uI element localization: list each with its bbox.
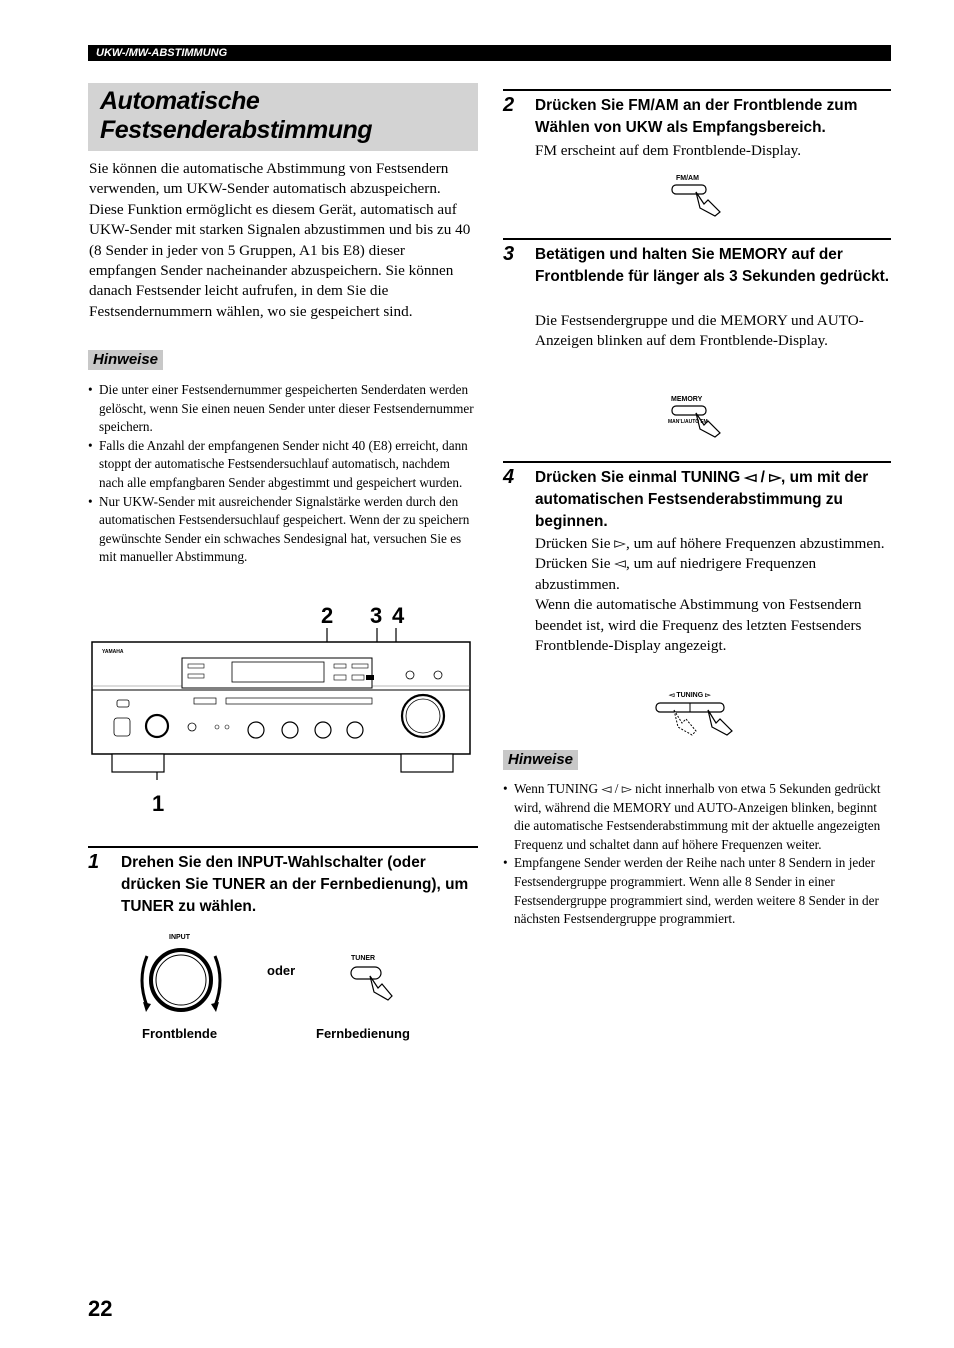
step-1-heading: Drehen Sie den INPUT-Wahlschalter (oder drücken Sie TUNER an der Fernbedienung), um TUNER zu wählen. bbox=[121, 854, 469, 915]
memory-sublabel: MAN'L/AUTO FM bbox=[668, 419, 708, 425]
note-item: • Falls die Anzahl der empfangenen Sender nicht 40 (E8) erreicht, dann stoppt der automatische Festsendersuchlauf automatisch, nachdem nach alle empfangbaren Sender abgestimmt und gespeichert wurden. bbox=[88, 437, 478, 493]
step-4-rule bbox=[503, 461, 891, 463]
step-2-rule bbox=[503, 89, 891, 91]
title-line-2: Festsenderabstimmung bbox=[100, 116, 373, 144]
notes-tag: Hinweise bbox=[503, 750, 578, 770]
fmam-button-icon bbox=[668, 182, 728, 218]
notes-label-left bbox=[88, 350, 163, 370]
callout-2: 2 bbox=[321, 603, 334, 628]
title-box bbox=[88, 83, 478, 151]
brand-logo: YAMAHA bbox=[102, 649, 124, 655]
note-item: • Nur UKW-Sender mit ausreichender Signalstärke werden durch den automatischen Festsendersuchlauf gespeichert. Wenn der zu speichern gewünschte Sender ein schwaches Sendesignal hat, versuchen Sie es mit manueller Abstimmung. bbox=[88, 493, 478, 567]
step-3-number: 3 bbox=[503, 243, 515, 265]
step-3-rule bbox=[503, 238, 891, 240]
title-line-1: Automatische bbox=[100, 87, 260, 115]
tuning-buttons-icon bbox=[652, 699, 742, 739]
tuner-label: TUNER bbox=[351, 955, 376, 962]
tuning-label: ◅ TUNING ▻ bbox=[669, 692, 711, 699]
callout-1: 1 bbox=[152, 791, 165, 816]
notes-list-left bbox=[88, 381, 478, 567]
section-header: UKW-/MW-ABSTIMMUNG bbox=[88, 45, 891, 61]
notes-label-right bbox=[503, 750, 578, 770]
step-4-body-2: Drücken Sie ◅, um auf niedrigere Frequenzen abzustimmen. bbox=[535, 555, 817, 593]
notes-list-right bbox=[503, 780, 891, 929]
tuner-button-icon bbox=[348, 962, 400, 1002]
step-1-rule bbox=[88, 846, 478, 848]
note-item: • Wenn TUNING ◅ / ▻ nicht innerhalb von etwa 5 Sekunden gedrückt wird, während die MEMORY und AUTO-Anzeigen blinken, beginnt die automatische Festsenderabstimmung mit der aktuelle angezeigten Frequenz und schaltet dann auf höhere Frequenzen weiter. bbox=[503, 780, 891, 854]
step-4-body-1: Drücken Sie ▻, um auf höhere Frequenzen abzustimmen. bbox=[535, 535, 885, 552]
step-2-number: 2 bbox=[503, 94, 515, 116]
input-knob-icon bbox=[135, 942, 230, 1022]
note-item: • Die unter einer Festsendernummer gespeicherten Senderdaten werden gelöscht, wenn Sie einen neuen Sender unter dieser Festsendernummer speichern. bbox=[88, 381, 478, 437]
memory-label: MEMORY bbox=[671, 396, 703, 403]
input-label: INPUT bbox=[169, 934, 190, 941]
step-4-body bbox=[535, 534, 891, 656]
page-number: 22 bbox=[88, 1296, 113, 1321]
step-1-number: 1 bbox=[88, 851, 100, 873]
step-4-number: 4 bbox=[503, 466, 515, 488]
notes-tag: Hinweise bbox=[88, 350, 163, 370]
fmam-label: FM/AM bbox=[676, 175, 699, 182]
callout-4: 4 bbox=[392, 603, 405, 628]
callout-3: 3 bbox=[370, 603, 383, 628]
step-4-body-3: Wenn die automatische Abstimmung von Festsendern beendet ist, wird die Frequenz des letzten Festsenders Frontblende-Display angezeigt. bbox=[535, 596, 862, 655]
note-item: • Empfangene Sender werden der Reihe nach unter 8 Sendern in jeder Festsendergruppe programmiert. Wenn alle 8 Sender in einer Festsendergruppe programmiert sind, werden weitere 8 Sender in der nächsten Festsendergruppe programmiert. bbox=[503, 854, 891, 928]
step-4-heading: Drücken Sie einmal TUNING ◅ / ▻, um mit der automatischen Festsenderabstimmung zu beginnen. bbox=[535, 469, 869, 530]
receiver-front-panel-illustration bbox=[90, 620, 475, 780]
step-2-heading: Drücken Sie FM/AM an der Frontblende zum Wählen von UKW als Empfangsbereich. bbox=[535, 97, 858, 136]
step-2-body: FM erscheint auf dem Frontblende-Display. bbox=[535, 142, 802, 159]
step-3-body: Die Festsendergruppe und die MEMORY und AUTO-Anzeigen blinken auf dem Frontblende-Display. bbox=[535, 312, 864, 350]
intro-paragraph: Sie können die automatische Abstimmung von Festsendern verwenden, um UKW-Sender automatisch abzuspeichern. Diese Funktion ermöglicht es diesem Gerät, automatisch auf UKW-Sender mit starken Signalen abzustimmen und bis zu 40 (8 Sender in jeder von 5 Gruppen, A1 bis E8) dieser empfangen Sender nacheinander abzuspeichern. Sie können danach Festsender leicht aufrufen, in dem Sie die Festsendernummern wählen, wo sie gespeichert sind. bbox=[89, 160, 471, 320]
oder-label: oder bbox=[267, 963, 296, 978]
caption-front: Frontblende bbox=[142, 1026, 218, 1041]
caption-remote: Fernbedienung bbox=[316, 1026, 410, 1041]
page-title bbox=[100, 87, 372, 145]
step-3-heading: Betätigen und halten Sie MEMORY auf der Frontblende für länger als 3 Sekunden gedrückt. bbox=[535, 246, 890, 285]
